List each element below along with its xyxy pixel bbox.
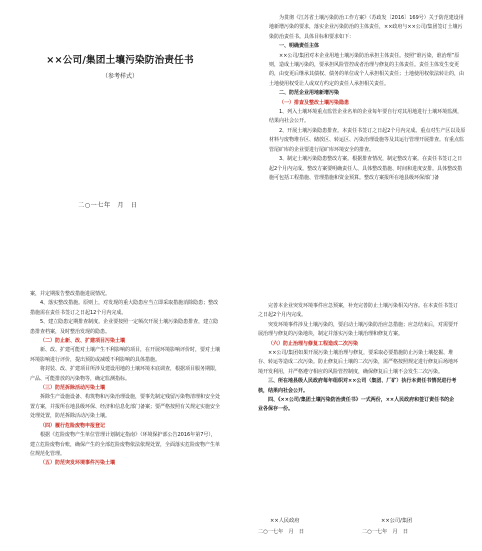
page3-paragraph: （三）防范拆除活动污染土壤 bbox=[40, 385, 106, 392]
page3-paragraph: 新、改、扩建可能对土壤产生不利影响的项目，在开展环境影响评价时，要对土壤环境影响进行评价，提出预防或减缓不利影响的具体措施。 bbox=[30, 347, 221, 363]
page2-paragraph: 2、开展土壤污染隐患排查。本责任书签订之日起2个月内完成。重点对生产区以及原材料与废物堆存区、储放区、转运区、污染治理设施等及其运行管理开展排查。有重点监管尾矿库的企业要进行尾矿库环境安全的排查。 bbox=[269, 127, 466, 153]
cover-page bbox=[0, 0, 241, 288]
page-2-body bbox=[269, 14, 467, 183]
page4-paragraph: 四、《××公司/集团土壤污染防治责任书》一式两份，××人民政府和签订责任书的企业各保存一份。 bbox=[258, 397, 455, 413]
page3-paragraph: 拆除生产设施设备、构筑物和污染治理设施，要事先制定残留污染物清理和安全处置方案，并报所在地县级环保、经济和信息化部门备案；要严格按照有关规定实施安全处理处置，防范拆除活动污染土壤。 bbox=[30, 394, 221, 420]
page4-paragraph: （六）防止治理与修复工程造成二次污染 bbox=[268, 340, 359, 347]
page4-paragraph: 三、所在地县级人民政府每年组织对××公司（集团、厂矿）执行本责任书情况进行考核，结果向社会公开。 bbox=[258, 378, 457, 394]
page2-paragraph: ××公司/集团对本企业用地土壤污染防治承担主体责任。按照“谁污染，谁治理”原则，造成土壤污染的，要承担风险管控或者治理与修复的主体责任。责任主体发生变更的，由变更后继承其债权、债务的单位或个人承担相关责任；土地使用权依法转让的，由土地使用权受让人或双方约定的责任人承担相关责任。 bbox=[269, 52, 465, 87]
page2-paragraph: 1、列入土壤环境重点监管企业名单的企业每年要自行对其用地进行土壤环境监测，结果向社会公开。 bbox=[269, 109, 463, 125]
signature-left-date: 二○一七年 月 日 bbox=[258, 529, 305, 535]
page4-paragraph: 突发环境事件涉及土壤污染的，要启动土壤污染防治应急措施；应急结束后，对需要开展治理与修复的污染地块，制定并落实污染土壤治理和修复方案。 bbox=[258, 321, 459, 338]
page-2 bbox=[241, 0, 482, 288]
cover-date: 二○一七年 月 日 bbox=[78, 202, 138, 209]
page-3-body bbox=[30, 290, 220, 469]
page2-paragraph: 一、明确责任主体 bbox=[279, 43, 320, 50]
page4-paragraph: 完善本企业突发环境事件应急预案，补充完善防止土壤污染相关内容。在本责任书签订之日起2个月内完成。 bbox=[258, 303, 459, 319]
page2-paragraph: （一）排查及整改土壤污染隐患 bbox=[279, 99, 350, 106]
page-3 bbox=[0, 288, 241, 551]
signature-right-date: 二○一七年 月 日 bbox=[362, 529, 409, 535]
page3-paragraph: 案，并定期报告整改措施进展情况。 bbox=[30, 291, 111, 297]
page3-paragraph: （二）防止新、改、扩建项目污染土壤 bbox=[40, 338, 126, 345]
page-4 bbox=[241, 288, 482, 551]
signature-right-org: ××公司/集团 bbox=[381, 518, 413, 524]
page3-paragraph: 根据《危险废物产生单位管理计划制定指南》（环境保护部公告2016年第7号），建立危险废物台账，确保产生的全部危险废物依法依规处置，全面落实危险废物产生单位规范化管理。 bbox=[30, 432, 221, 457]
page2-paragraph: 为贯彻《江苏省土壤污染防治工作方案》（苏政发〔2016〕169号）关于防范建设用地新增污染的要求，落实企业污染防治的主体责任，××政府与××公司/集团签订土壤污染防治责任书。具体目标和要求如下： bbox=[269, 15, 464, 40]
page2-paragraph: 3、制定土壤污染隐患整改方案。根据排查情况，制定整改方案。在责任书签订之日起2个月内完成。整改方案要明确责任人、具体整改措施、时间和进度安排。具体整改措施可包括工程措施、管理措施和资金预算。整改方案报所在地县级环保部门备 bbox=[269, 156, 463, 181]
signature-left-org: ××人民政府 bbox=[270, 518, 300, 524]
page3-paragraph: （四）履行危险废物申报登记 bbox=[40, 422, 106, 429]
page-4-body bbox=[258, 302, 458, 415]
document-title: ××公司/集团土壤污染防治责任书 bbox=[46, 55, 194, 66]
page3-paragraph: 将封装、改、扩建项目所涉及建设用地的土壤环境本底调查，根据项目服务期限，产品、可能排放的污染物等，确定监测指标。 bbox=[30, 366, 221, 382]
document-subtitle: （参考样式） bbox=[101, 73, 138, 80]
signature-block bbox=[258, 516, 458, 538]
page3-paragraph: 4、落实整改措施。原则上，对发现的重大隐患应当立即采取措施消除隐患；整改措施需在责任书签订之日起12个月内完成。 bbox=[30, 300, 219, 316]
page4-paragraph: ××公司/集团如果开展污染土壤治理与修复，要采取必要措施防止污染土壤挖掘、堆存、转运等造成二次污染。防止修复后土壤的二次污染，需严格按照规定进行修复后场地环境开发利用，并严格遵守相应的风险管控制度，确保修复后土壤不会发生二次污染。 bbox=[258, 350, 459, 375]
page3-paragraph: （五）防范突发环境事件污染土壤 bbox=[40, 460, 116, 467]
page2-paragraph: 二、防范企业用地新增污染 bbox=[279, 90, 340, 97]
page3-paragraph: 5、建立隐患定期排查制度。企业要按照一定频次开展土壤污染隐患排查，建立隐患排查档案，及时整治发现的隐患。 bbox=[30, 319, 219, 335]
